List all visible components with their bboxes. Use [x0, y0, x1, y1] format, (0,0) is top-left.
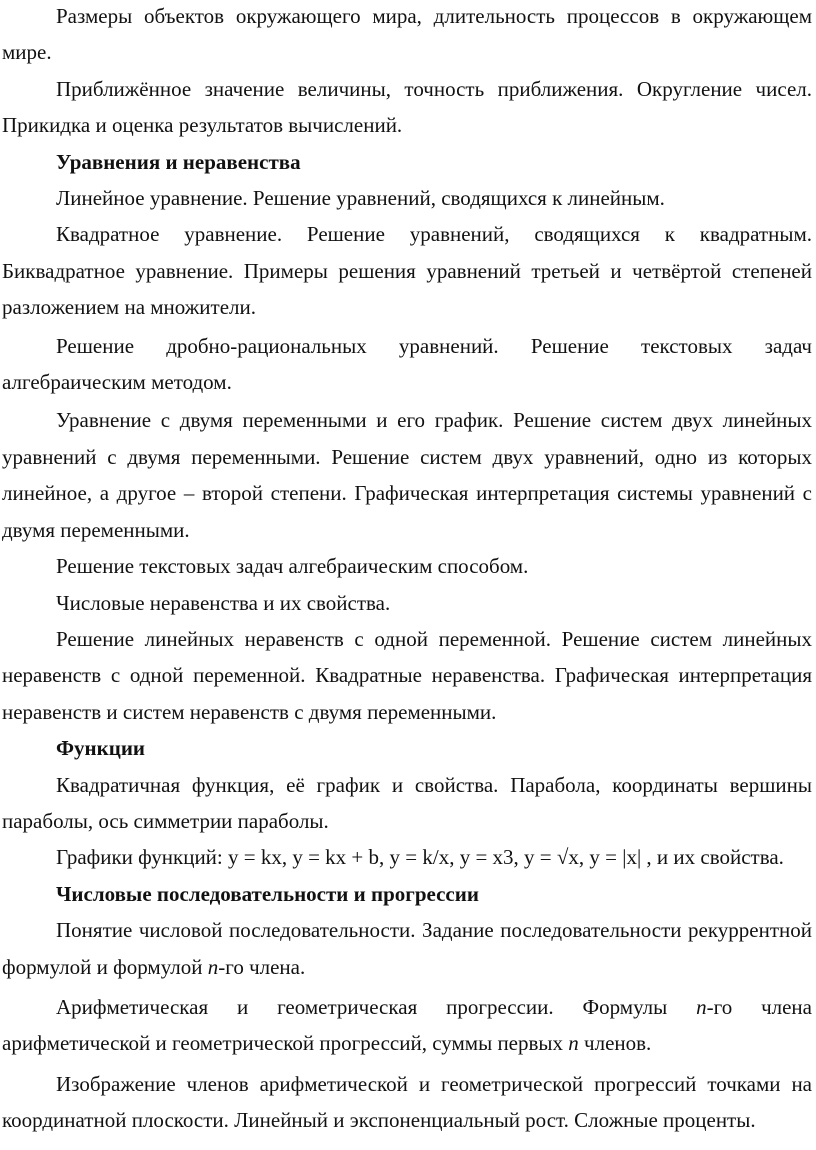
paragraph-measurements: Размеры объектов окружающего мира, длительность процессов в окружающем мире.: [2, 4, 812, 65]
paragraph-function-graphs: Графики функций: y = kx, y = kx + b, y = k/x, y = x3, y = √x, y = |x| , и их свойства.: [56, 845, 784, 870]
paragraph-word-problems: Решение текстовых задач алгебраическим способом.: [56, 554, 529, 579]
italic-n-symbol: n: [207, 954, 219, 979]
paragraph-two-variable-equations: Уравнение с двумя переменными и его график. Решение систем двух линейных уравнений с двумя переменными. Решение систем двух уравнений, одно из которых линейное, а другое – второй степени. Графическая интерпретация системы уравнений с двумя переменными.: [2, 408, 812, 542]
italic-n-symbol: n: [696, 994, 707, 1019]
paragraph-progressions: [2, 989, 812, 1062]
paragraph-progressions-text-c: членов.: [578, 1031, 652, 1056]
paragraph-numeric-inequalities: Числовые неравенства и их свойства.: [56, 590, 391, 615]
italic-n-symbol: n: [568, 1031, 579, 1056]
heading-functions: Функции: [56, 736, 146, 761]
paragraph-number-sequence-text-a: Понятие числовой последовательности. Задание последовательности рекуррентной формулой и формулой: [2, 918, 812, 979]
paragraph-number-sequence: [2, 912, 812, 985]
heading-equations-inequalities: Уравнения и неравенства: [56, 149, 301, 174]
paragraph-linear-inequalities: Решение линейных неравенств с одной переменной. Решение систем линейных неравенств с одной переменной. Квадратные неравенства. Графическая интерпретация неравенств и систем неравенств с двумя переменными.: [2, 626, 812, 724]
paragraph-progressions-text-b: -го члена арифметической и геометрической прогрессий, суммы первых: [2, 994, 812, 1056]
document-page: [2, 0, 812, 1139]
paragraph-progressions-text-a: Арифметическая и геометрическая прогрессии. Формулы: [56, 994, 697, 1019]
paragraph-linear-equation: Линейное уравнение. Решение уравнений, сводящихся к линейным.: [56, 186, 665, 211]
paragraph-number-sequence-text-b: -го члена.: [218, 954, 306, 979]
heading-sequences-progressions: Числовые последовательности и прогрессии: [56, 881, 479, 906]
paragraph-progression-points: Изображение членов арифметической и геометрической прогрессий точками на координатной плоскости. Линейный и экспоненциальный рост. Сложные проценты.: [2, 1071, 812, 1133]
paragraph-rational-equations: Решение дробно-рациональных уравнений. Решение текстовых задач алгебраическим методом.: [2, 333, 812, 395]
paragraph-approximation: Приближённое значение величины, точность приближения. Округление чисел. Прикидка и оценка результатов вычислений.: [2, 76, 812, 138]
paragraph-quadratic-equation: Квадратное уравнение. Решение уравнений, сводящихся к квадратным. Биквадратное уравнение. Примеры решения уравнений третьей и четвёртой степеней разложением на множители.: [2, 222, 812, 320]
paragraph-quadratic-function: Квадратичная функция, её график и свойства. Парабола, координаты вершины параболы, ось симметрии параболы.: [2, 772, 812, 833]
